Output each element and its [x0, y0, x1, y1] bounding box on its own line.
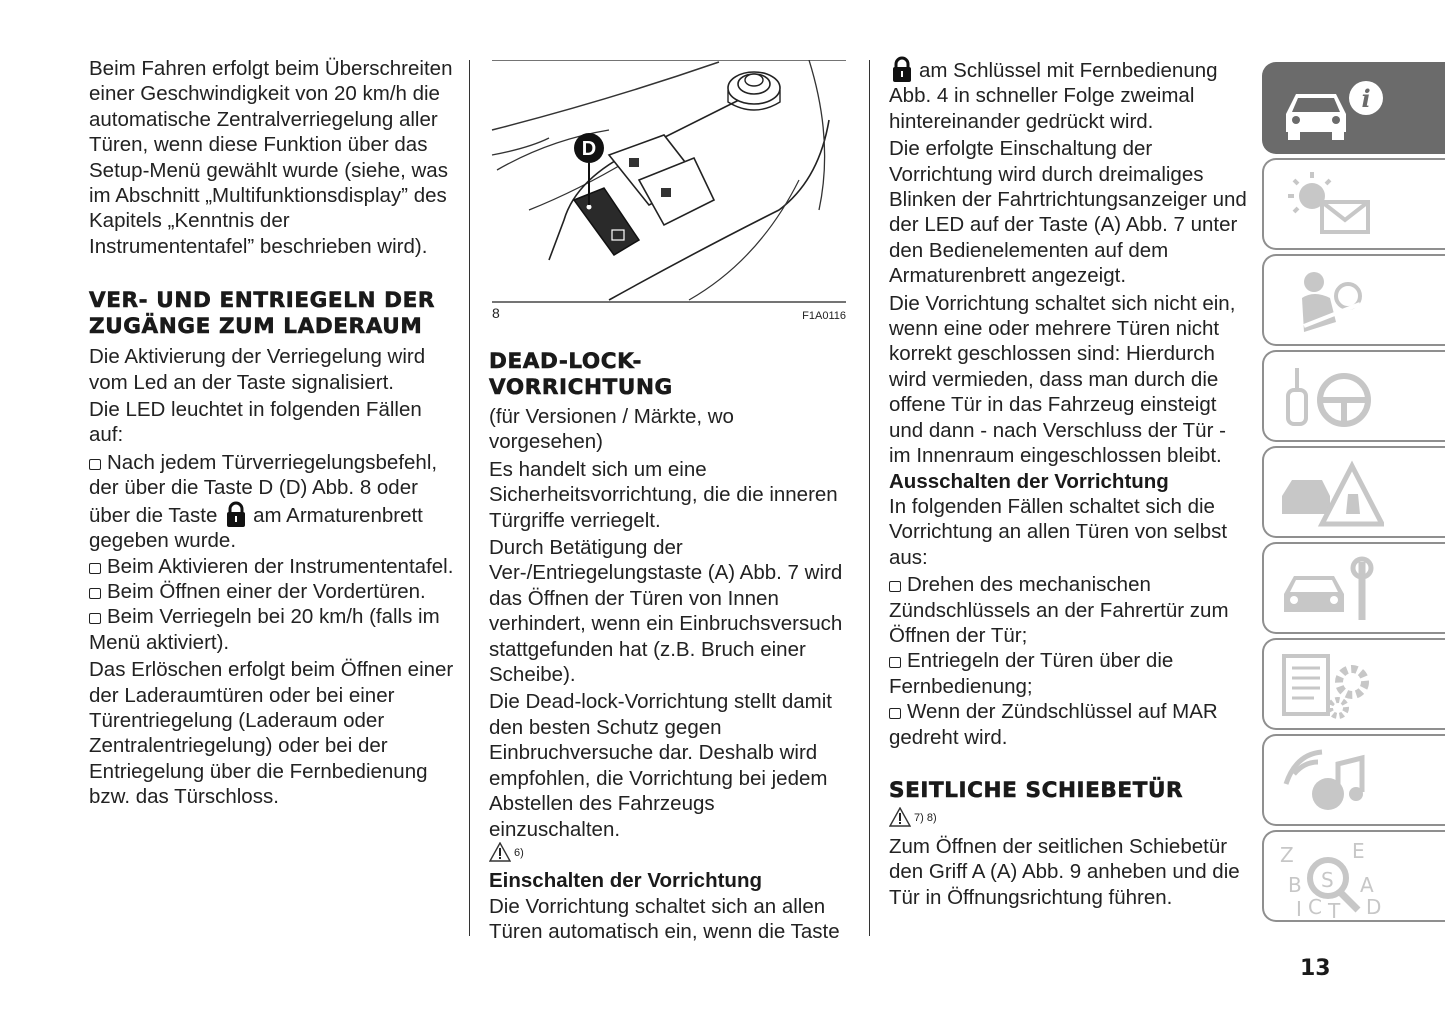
- technical-data-icon: [1274, 648, 1384, 724]
- bullet-item: [889, 699, 1251, 750]
- subheading-ausschalten: Ausschalten der Vorrichtung: [889, 469, 1169, 493]
- index-letter: S: [1321, 868, 1334, 892]
- paragraph: Die LED leuchtet in folgenden Fällen auf:: [89, 398, 422, 447]
- tab-multimedia[interactable]: [1262, 734, 1445, 826]
- door-switch-illustration: [489, 60, 849, 326]
- checkbox-bullet-icon: [89, 459, 101, 470]
- bullet-text: Drehen des mechanischen Zündschlüssels an der Fahrertür zum Öffnen der Tür;: [889, 573, 1229, 647]
- tab-dashboard-lights[interactable]: [1262, 158, 1445, 250]
- emergency-icon: [1274, 456, 1384, 532]
- warning-icon: [489, 842, 511, 862]
- tab-index[interactable]: [1262, 830, 1445, 922]
- paragraph: [889, 56, 1251, 134]
- warning-reference: [889, 807, 937, 833]
- bullet-text: am Armaturenbrett gegeben wurde.: [89, 503, 423, 553]
- bullet-text: Nach jedem Türverriegelungsbefehl, der über die Taste D (D) Abb. 8 oder über die Taste: [89, 450, 438, 527]
- warning-ref-number: 6): [514, 846, 524, 859]
- paragraph: Die Vorrichtung schaltet sich an allen Türen automatisch ein, wenn die Taste: [489, 894, 840, 944]
- tab-technical-data[interactable]: [1262, 638, 1445, 730]
- checkbox-bullet-icon: [889, 708, 901, 719]
- warning-ref-number: 7) 8): [914, 812, 937, 825]
- tab-car-info[interactable]: [1262, 62, 1445, 154]
- page-number: 13: [1300, 956, 1331, 981]
- paragraph: Zum Öffnen der seitlichen Schiebetür den Griff A (A) Abb. 9 anheben und die Tür in Öffnungsrichtung führen.: [889, 834, 1240, 909]
- callout-label: D: [581, 138, 597, 160]
- paragraph: Die Vorrichtung schaltet sich nicht ein, wenn eine oder mehrere Türen nicht korrekt geschlossen sind: Hierdurch wird vermieden, dass man durch die offene Tür in das Fahrzeug einsteigt und dann - nach Verschluss der Tür - im Innenraum eingeschlossen bleibt.: [889, 291, 1236, 468]
- bullet-item: [89, 604, 459, 655]
- column-1: [89, 56, 459, 810]
- index-letter: B: [1288, 873, 1302, 897]
- dashboard-lights-icon: [1274, 168, 1384, 244]
- figure-code: F1A0116: [802, 310, 846, 322]
- index-letter: C: [1308, 895, 1322, 919]
- index-letter: A: [1360, 873, 1374, 897]
- lock-icon: [225, 501, 247, 528]
- checkbox-bullet-icon: [889, 657, 901, 668]
- subheading-einschalten: Einschalten der Vorrichtung: [489, 869, 762, 893]
- paragraph: (für Versionen / Märkte, wo vorgesehen): [489, 405, 734, 454]
- index-letter: D: [1366, 895, 1382, 919]
- column-2: [489, 349, 851, 945]
- intro-paragraph: Beim Fahren erfolgt beim Überschreiten einer Geschwindigkeit von 20 km/h die automatische Zentralverriegelung aller Türen, wenn diese Funktion über das Setup-Menü gewählt wurde (siehe, was im Abschnitt „Multifunktionsdisplay” des Kapitels „Kenntnis der Instrumententafel” beschrieben wird).: [89, 57, 453, 258]
- tab-key-steering[interactable]: [1262, 350, 1445, 442]
- index-letter: Z: [1280, 843, 1294, 867]
- paragraph: Das Erlöschen erfolgt beim Öffnen einer der Laderaumtüren oder bei einer Türentriegelung (Laderaum oder Zentralentriegelung) oder bei der Entriegelung über die Fernbedienung bzw. das Türschloss.: [89, 658, 454, 809]
- bullet-item: [889, 572, 1251, 648]
- bullet-text: Entriegeln der Türen über die Fernbedienung;: [889, 649, 1174, 698]
- paragraph: Durch Betätigung der Ver-/Entriegelungstaste (A) Abb. 7 wird das Öffnen der Türen von Innen verhindert, wenn ein Einbruchsversuch stattgefunden hat (z.B. Bruch einer Scheibe).: [489, 536, 843, 687]
- bullet-text: Beim Verriegeln bei 20 km/h (falls im Menü aktiviert).: [89, 605, 440, 654]
- maintenance-icon: [1274, 552, 1384, 628]
- bullet-text: Beim Aktivieren der Instrumententafel.: [107, 554, 454, 578]
- figure-number: 8: [492, 305, 500, 321]
- paragraph: Es handelt sich um eine Sicherheitsvorrichtung, die die inneren Türgriffe verriegelt.: [489, 457, 838, 532]
- car-info-icon: [1274, 72, 1384, 148]
- column-divider: [869, 60, 870, 936]
- checkbox-bullet-icon: [89, 588, 101, 599]
- multimedia-icon: [1274, 744, 1384, 820]
- lock-icon: [891, 56, 913, 83]
- paragraph: Die erfolgte Einschaltung der Vorrichtung wird durch dreimaliges Blinken der Fahrtrichtungsanzeiger und der LED auf der Taste (A) Abb. 7 unter den Bedienelementen auf dem Armaturenbrett angezeigt.: [889, 137, 1247, 288]
- column-3: [889, 56, 1251, 910]
- checkbox-bullet-icon: [89, 613, 101, 624]
- safety-airbag-icon: [1274, 264, 1384, 340]
- paragraph: Die Dead-lock-Vorrichtung stellt damit den besten Schutz gegen Einbruchversuche dar. Deshalb wird empfohlen, die Vorrichtung bei jedem Abstellen des Fahrzeugs einzuschalten.: [489, 690, 832, 841]
- bullet-text: Wenn der Zündschlüssel auf MAR gedreht wird.: [889, 700, 1218, 749]
- index-letter: E: [1352, 840, 1365, 863]
- paragraph-text: am Schlüssel mit Fernbedienung Abb. 4 in schneller Folge zweimal hintereinander gedrückt wird.: [889, 59, 1218, 133]
- bullet-item: [89, 450, 459, 554]
- warning-reference: [489, 842, 524, 868]
- checkbox-bullet-icon: [89, 563, 101, 574]
- svg-text:i: i: [1361, 84, 1371, 113]
- section-heading-laderaum: VER- UND ENTRIEGELN DER ZUGÄNGE ZUM LADERAUM: [89, 288, 436, 339]
- bullet-text: Beim Öffnen einer der Vordertüren.: [107, 579, 426, 603]
- tab-emergency[interactable]: [1262, 446, 1445, 538]
- bullet-item: [89, 554, 459, 579]
- bullet-item: [889, 648, 1251, 699]
- index-letter: I: [1296, 897, 1302, 920]
- index-letter: T: [1328, 899, 1341, 920]
- warning-icon: [889, 807, 911, 827]
- section-heading-dead-lock: DEAD-LOCK-VORRICHTUNG: [489, 349, 673, 400]
- section-heading-schiebetuer: SEITLICHE SCHIEBETÜR: [889, 777, 1184, 803]
- tab-safety[interactable]: [1262, 254, 1445, 346]
- key-steering-icon: [1274, 360, 1384, 436]
- paragraph: Die Aktivierung der Verriegelung wird vom Led an der Taste signalisiert.: [89, 345, 426, 394]
- tab-maintenance[interactable]: [1262, 542, 1445, 634]
- figure-8: [489, 60, 849, 326]
- column-divider: [469, 60, 470, 936]
- checkbox-bullet-icon: [889, 581, 901, 592]
- index-icon: [1274, 840, 1384, 920]
- bullet-item: [89, 579, 459, 604]
- paragraph: In folgenden Fällen schaltet sich die Vorrichtung an allen Türen von selbst aus:: [889, 494, 1228, 569]
